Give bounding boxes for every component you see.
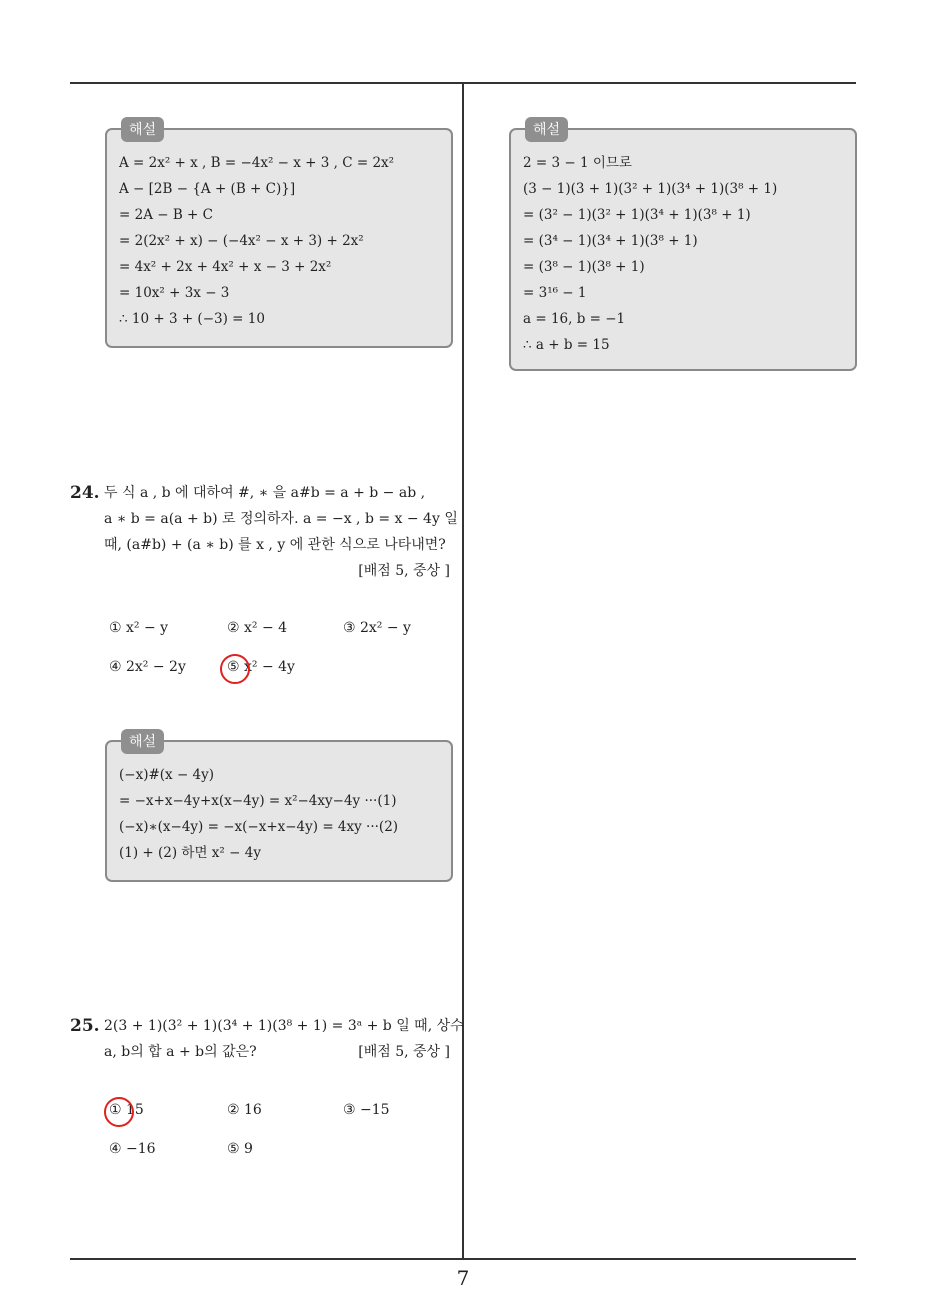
solution-line: = (3⁴ − 1)(3⁴ + 1)(3⁸ + 1): [523, 233, 698, 249]
solution-box-22: [105, 122, 453, 348]
solution-line: = 10x² + 3x − 3: [119, 285, 230, 301]
choice-2[interactable]: ② x² − 4: [227, 620, 288, 636]
solution-line: = 3¹⁶ − 1: [523, 285, 587, 301]
solution-line: 2 = 3 − 1 이므로: [523, 155, 632, 171]
solution-line: (−x)∗(x−4y) = −x(−x+x−4y) = 4xy ···(2): [119, 819, 399, 835]
question-text-line: a ∗ b = a(a + b) 로 정의하자. a = −x , b = x − 4y 일: [104, 511, 458, 527]
question-number: 24.: [70, 483, 100, 503]
choice-4[interactable]: ④ 2x² − 2y: [109, 659, 186, 675]
answer-mark-circle: [220, 654, 250, 684]
solution-line: (3 − 1)(3 + 1)(3² + 1)(3⁴ + 1)(3⁸ + 1): [523, 181, 778, 197]
solution-line: ∴ 10 + 3 + (−3) = 10: [119, 311, 265, 327]
score-difficulty: [배점 5, 중상 ]: [358, 563, 450, 579]
solution-label: 해설: [121, 117, 164, 142]
choice-3[interactable]: ③ 2x² − y: [343, 620, 411, 636]
question-text-line: 두 식 a , b 에 대하여 #, ∗ 을 a#b = a + b − ab ,: [104, 485, 426, 501]
solution-label: 해설: [525, 117, 568, 142]
question-24: [70, 480, 460, 590]
choice-3[interactable]: ③ −15: [343, 1102, 390, 1118]
choice-4[interactable]: ④ −16: [109, 1141, 156, 1157]
solution-line: = 2A − B + C: [119, 207, 213, 223]
page-number: 7: [456, 1266, 470, 1290]
question-number: 25.: [70, 1016, 100, 1036]
solution-line: A − [2B − {A + (B + C)}]: [119, 181, 296, 197]
choice-1[interactable]: ① 15: [109, 1102, 144, 1118]
answer-mark-circle: [104, 1097, 134, 1127]
solution-box-25: [509, 122, 857, 371]
solution-box-24: [105, 734, 453, 882]
solution-line: = 2(2x² + x) − (−4x² − x + 3) + 2x²: [119, 233, 364, 249]
solution-lines: [119, 150, 394, 332]
solution-line: (−x)#(x − 4y): [119, 767, 215, 783]
solution-line: A = 2x² + x , B = −4x² − x + 3 , C = 2x²: [119, 155, 395, 171]
choice-1[interactable]: ① x² − y: [109, 620, 169, 636]
choice-2[interactable]: ② 16: [227, 1102, 262, 1118]
solution-line: (1) + (2) 하면 x² − 4y: [119, 845, 261, 861]
solution-line: = −x+x−4y+x(x−4y) = x²−4xy−4y ···(1): [119, 793, 397, 809]
choice-5[interactable]: ⑤ x² − 4y: [227, 659, 295, 675]
question-25: [70, 1013, 464, 1073]
solution-line: = (3² − 1)(3² + 1)(3⁴ + 1)(3⁸ + 1): [523, 207, 751, 223]
solution-line: a = 16, b = −1: [523, 311, 626, 327]
solution-lines: [119, 762, 398, 866]
column-divider: [462, 83, 464, 1260]
question-text-line: 2(3 + 1)(3² + 1)(3⁴ + 1)(3⁸ + 1) = 3ᵃ + b 일 때, 상수: [104, 1018, 464, 1034]
score-difficulty: [배점 5, 중상 ]: [358, 1044, 450, 1060]
solution-line: = 4x² + 2x + 4x² + x − 3 + 2x²: [119, 259, 332, 275]
question-text-line: a, b의 합 a + b의 값은?: [104, 1044, 257, 1060]
choice-5[interactable]: ⑤ 9: [227, 1141, 253, 1157]
solution-label: 해설: [121, 729, 164, 754]
bottom-rule: [70, 1258, 856, 1260]
question-text-line: 때, (a#b) + (a ∗ b) 를 x , y 에 관한 식으로 나타내면?: [104, 537, 446, 553]
solution-lines: [523, 150, 777, 358]
solution-line: ∴ a + b = 15: [523, 337, 610, 353]
solution-line: = (3⁸ − 1)(3⁸ + 1): [523, 259, 645, 275]
